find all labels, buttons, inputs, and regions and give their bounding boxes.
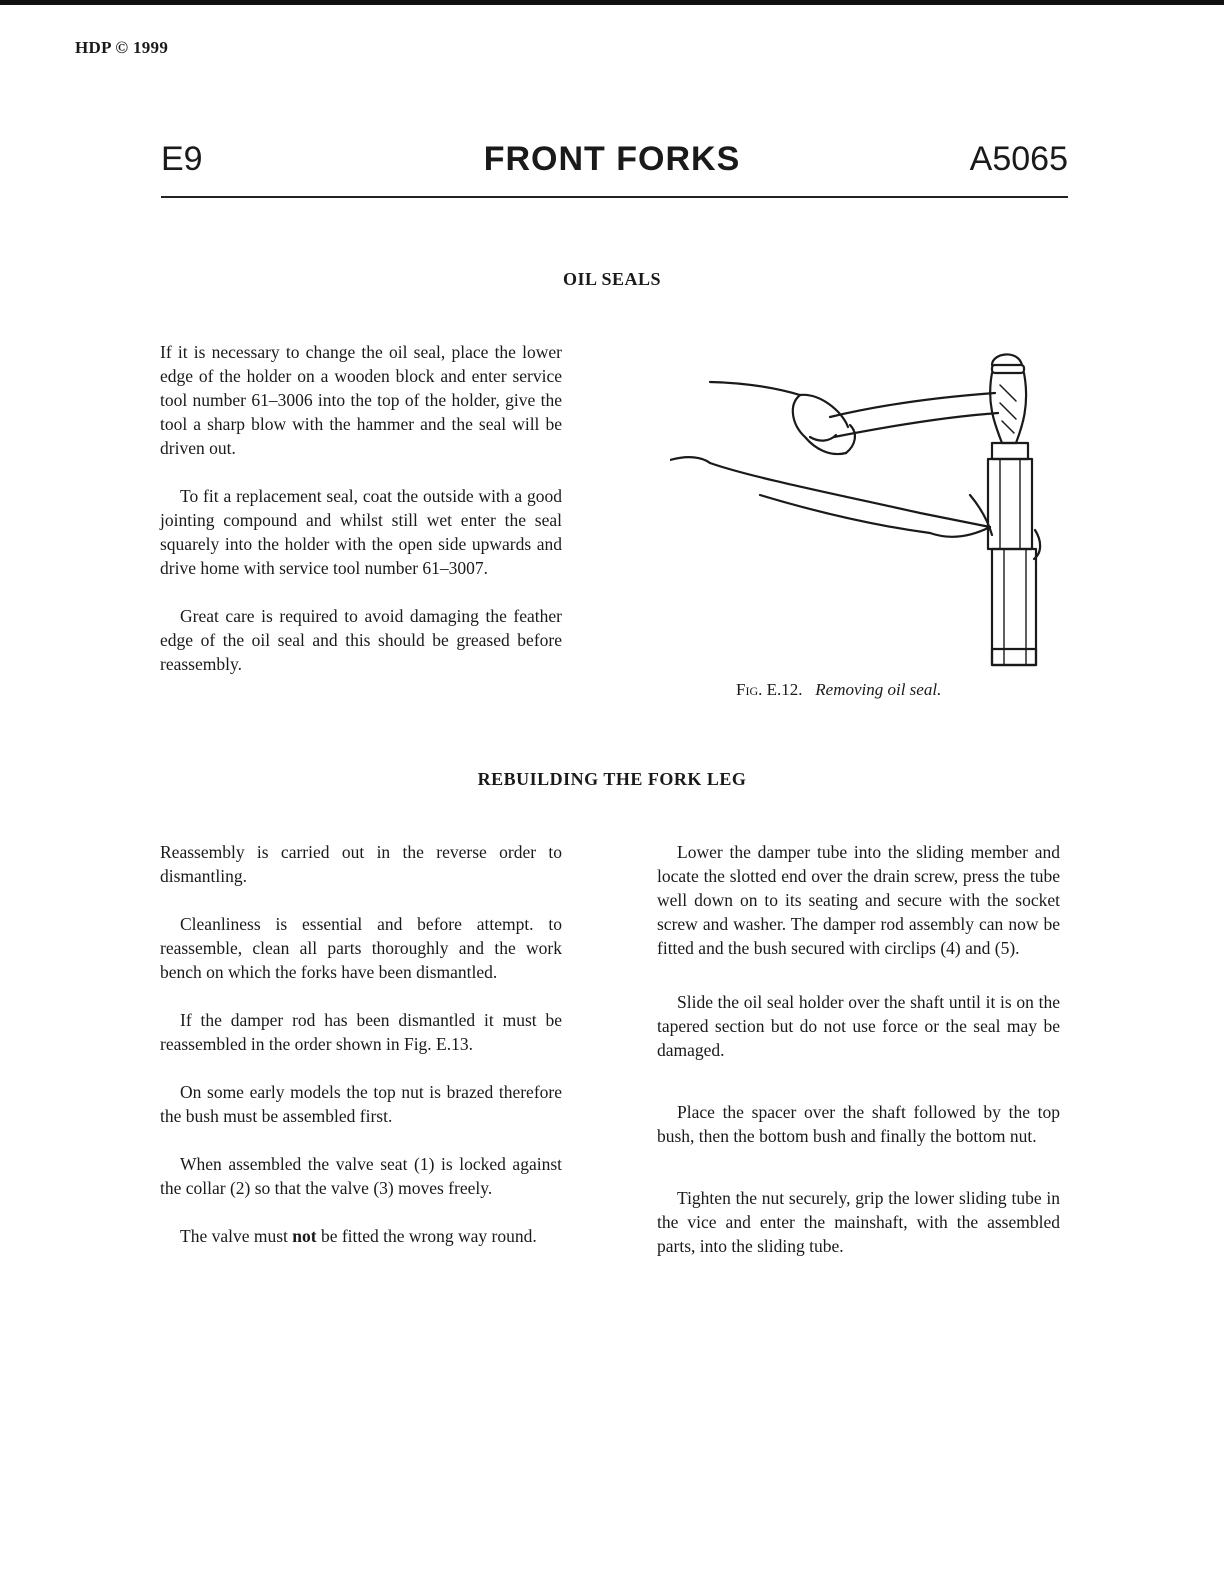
- paragraph: Tighten the nut securely, grip the lower sliding tube in the vice and enter the mainshaft, with the assembled parts, into the sliding tube.: [657, 1188, 1060, 1256]
- section-title-oil-seals: OIL SEALS: [562, 269, 662, 289]
- paragraph: When assembled the valve seat (1) is locked against the collar (2) so that the valve (3) moves freely.: [160, 1154, 562, 1198]
- paragraph: Lower the damper tube into the sliding member and locate the slotted end over the drain screw, press the tube well down on to its seating and secure with the socket screw and washer. The damper rod assembly can now be fitted and the bush secured with circlips (4) and (5).: [657, 842, 1060, 958]
- paragraph: Great care is required to avoid damaging the feather edge of the oil seal and this should be greased before reassembly.: [160, 606, 562, 674]
- paragraph: If the damper rod has been dismantled it must be reassembled in the order shown in Fig. E.13.: [160, 1010, 562, 1054]
- emphasis-not: not: [292, 1226, 317, 1246]
- scan-top-border: [0, 0, 1224, 5]
- text-run: The valve must: [180, 1226, 293, 1246]
- paragraph: Reassembly is carried out in the reverse order to dismantling.: [160, 842, 562, 886]
- rebuilding-right-column: [657, 840, 1060, 1282]
- paragraph: [160, 1224, 562, 1248]
- oil-seal-removal-illustration: [670, 345, 1080, 680]
- text-run: be fitted the wrong way round.: [316, 1226, 537, 1246]
- paragraph: Place the spacer over the shaft followed by the top bush, then the bottom bush and finally the bottom nut.: [657, 1102, 1060, 1146]
- figure-label: Fig. E.12.: [736, 680, 803, 699]
- publication-code: A5065: [969, 140, 1068, 178]
- figure-caption-text: Removing oil seal.: [815, 680, 942, 699]
- header-rule: [161, 196, 1068, 198]
- paragraph: Slide the oil seal holder over the shaft until it is on the tapered section but do not use force or the seal may be damaged.: [657, 992, 1060, 1060]
- rebuilding-left-column: [160, 840, 562, 1272]
- oil-seals-text: [160, 340, 562, 700]
- page-number: E9: [161, 140, 203, 178]
- paragraph: If it is necessary to change the oil seal, place the lower edge of the holder on a wooden block and enter service tool number 61–3006 into the top of the holder, give the tool a sharp blow with the hammer and the seal will be driven out.: [160, 342, 562, 458]
- paragraph: To fit a replacement seal, coat the outside with a good jointing compound and whilst still wet enter the seal squarely into the holder with the open side upwards and drive home with service tool number 61–3007.: [160, 486, 562, 578]
- figure-caption: [736, 680, 941, 700]
- copyright-stamp: HDP © 1999: [75, 38, 169, 57]
- paragraph: Cleanliness is essential and before attempt. to reassemble, clean all parts thoroughly and the work bench on which the forks have been dismantled.: [160, 914, 562, 982]
- section-title-rebuilding: REBUILDING THE FORK LEG: [477, 769, 747, 789]
- page-title: FRONT FORKS: [483, 140, 741, 178]
- paragraph: On some early models the top nut is brazed therefore the bush must be assembled first.: [160, 1082, 562, 1126]
